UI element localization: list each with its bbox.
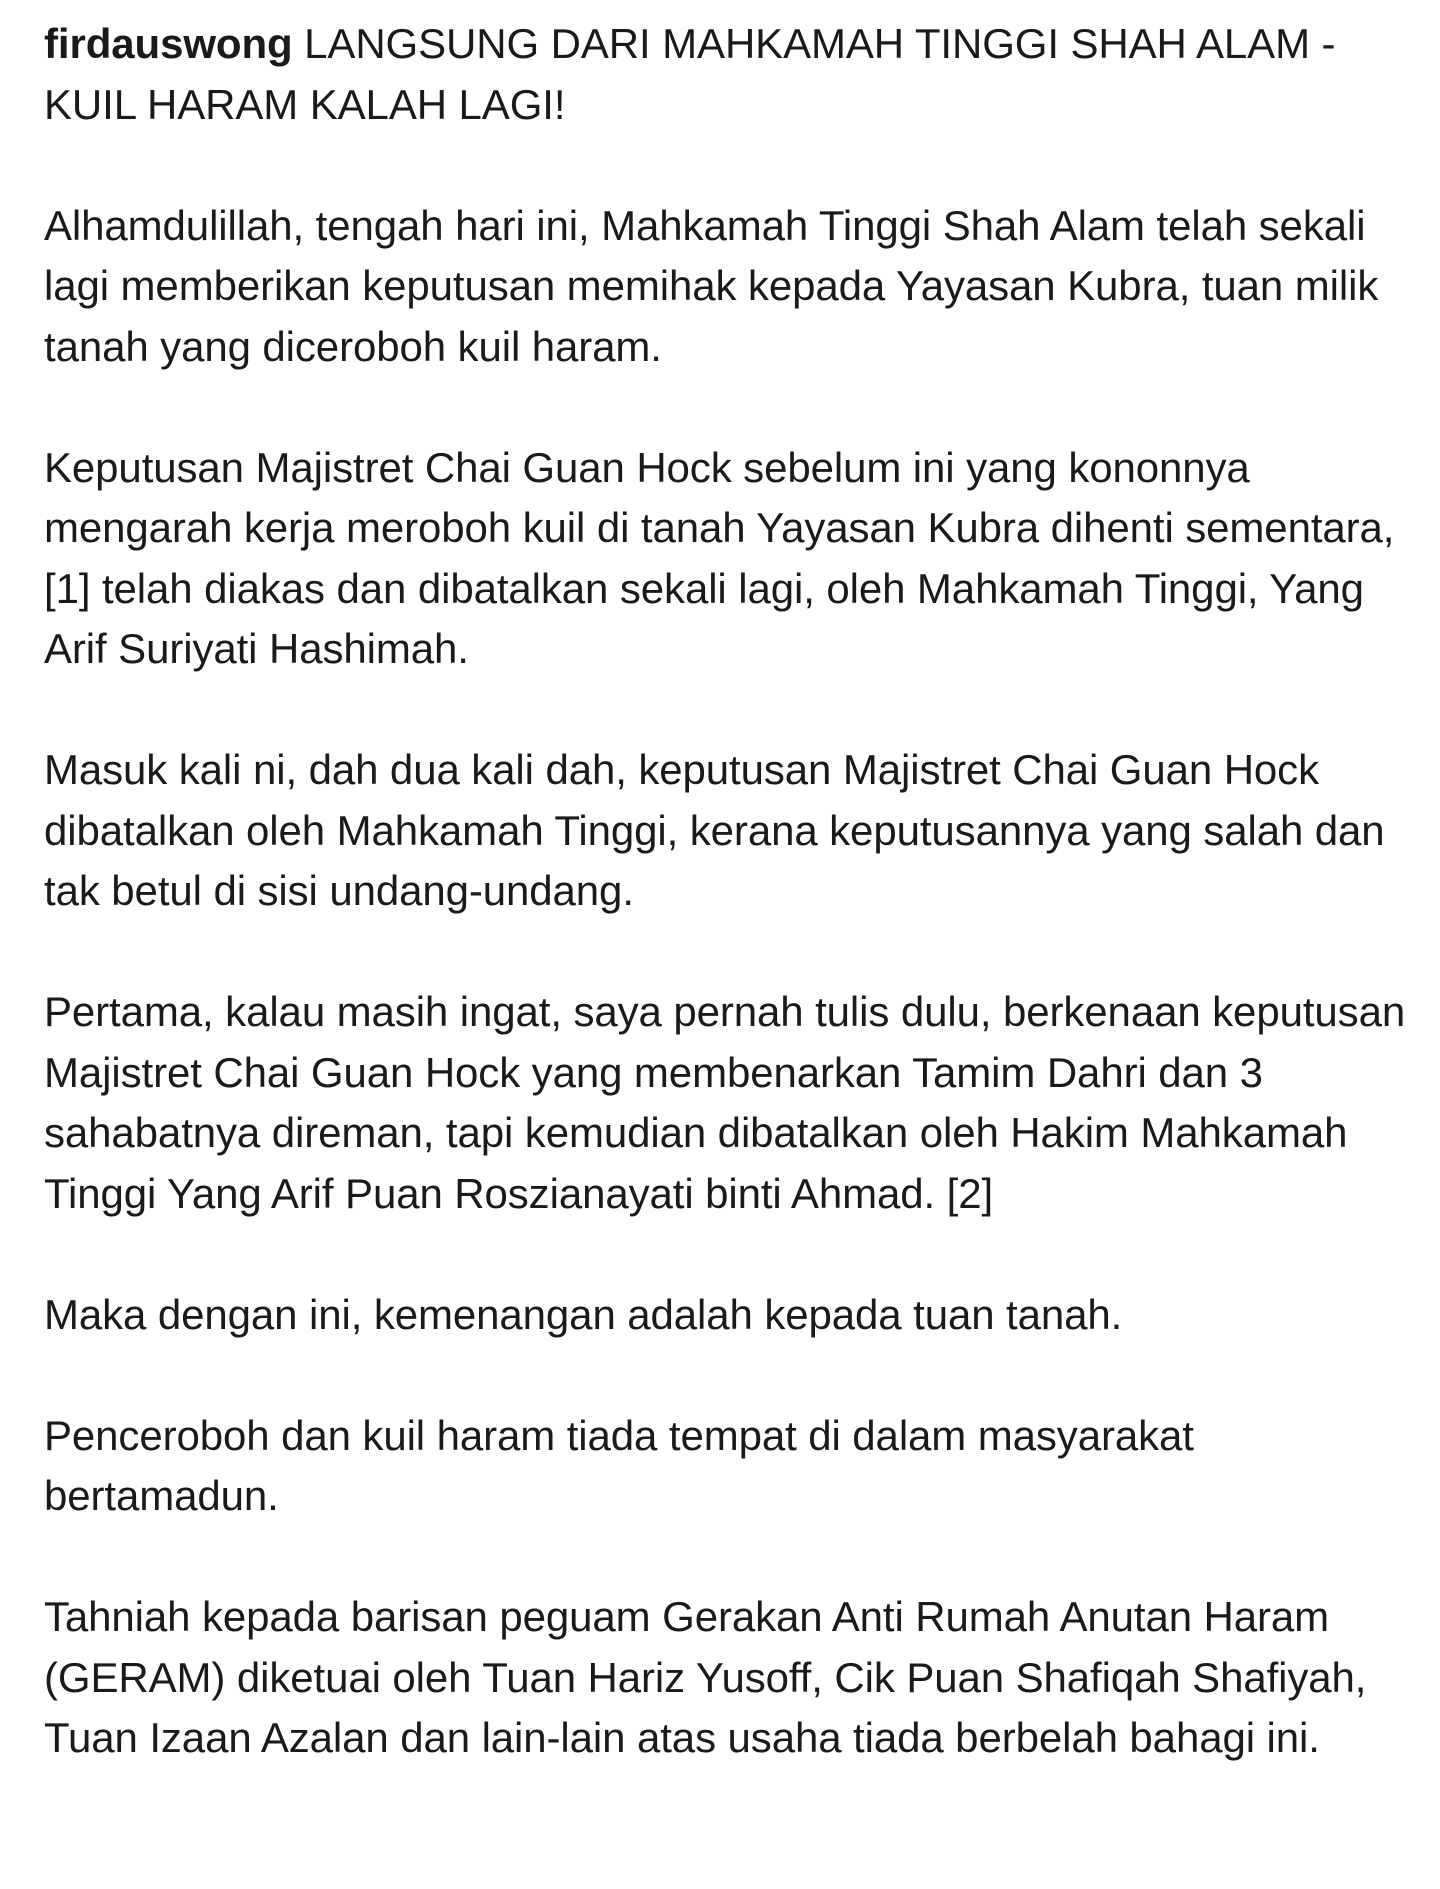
caption-paragraph: Masuk kali ni, dah dua kali dah, keputusan Majistret Chai Guan Hock dibatalkan oleh Mahkamah Tinggi, kerana keputusannya yang salah dan tak betul di sisi undang-undang.: [44, 746, 1385, 914]
username-link[interactable]: firdauswong: [44, 20, 293, 67]
caption-paragraph: Alhamdulillah, tengah hari ini, Mahkamah Tinggi Shah Alam telah sekali lagi memberikan keputusan memihak kepada Yayasan Kubra, tuan milik tanah yang diceroboh kuil haram.: [44, 201, 1379, 370]
post-caption: [44, 14, 1416, 1769]
caption-paragraph: Tahniah kepada barisan peguam Gerakan Anti Rumah Anutan Haram (GERAM) diketuai oleh Tuan Hariz Yusoff, Cik Puan Shafiqah Shafiyah, Tuan Izaan Azalan dan lain-lain atas usaha tiada berbelah bahagi ini.: [44, 1593, 1367, 1761]
caption-headline: [44, 14, 1416, 135]
caption-paragraph: Maka dengan ini, kemenangan adalah kepada tuan tanah.: [44, 1290, 1123, 1338]
caption-paragraph: Pertama, kalau masih ingat, saya pernah tulis dulu, berkenaan keputusan Majistret Chai Guan Hock yang membenarkan Tamim Dahri dan 3 sahabatnya direman, tapi kemudian dibatalkan oleh Hakim Mahkamah Tinggi Yang Arif Puan Roszianayati binti Ahmad. [2]: [44, 988, 1406, 1217]
caption-paragraph: Penceroboh dan kuil haram tiada tempat di dalam masyarakat bertamadun.: [44, 1411, 1194, 1519]
caption-headline-text: LANGSUNG DARI MAHKAMAH TINGGI SHAH ALAM - KUIL HARAM KALAH LAGI!: [44, 20, 1336, 128]
caption-paragraph: Keputusan Majistret Chai Guan Hock sebelum ini yang kononnya mengarah kerja meroboh kuil di tanah Yayasan Kubra dihenti sementara, [1] telah diakas dan dibatalkan sekali lagi, oleh Mahkamah Tinggi, Yang Arif Suriyati Hashimah.: [44, 443, 1395, 672]
